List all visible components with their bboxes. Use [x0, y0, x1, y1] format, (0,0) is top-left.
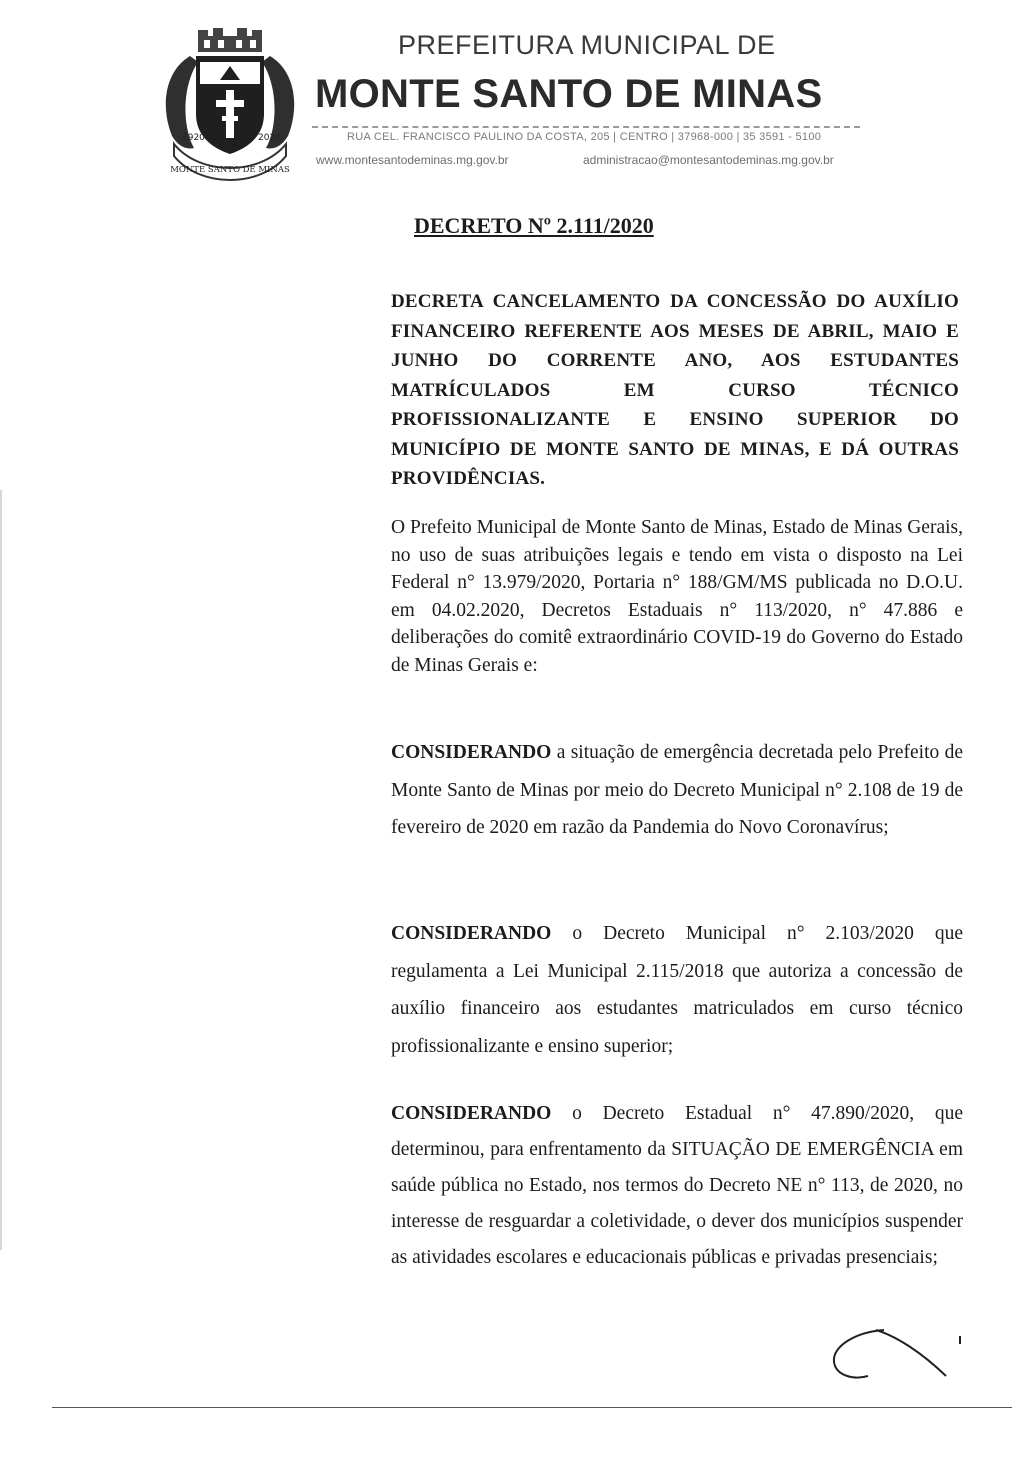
- considerando-paragraph: [391, 915, 963, 1065]
- letterhead-email: administracao@montesantodeminas.mg.gov.br: [583, 153, 834, 167]
- letterhead-address: RUA CEL. FRANCISCO PAULINO DA COSTA, 205 | CENTRO | 37968-000 | 35 3591 - 5100: [347, 131, 822, 143]
- letterhead-divider: [312, 126, 860, 128]
- footer-divider: [52, 1407, 1012, 1408]
- decree-title: DECRETO Nº 2.111/2020: [414, 213, 654, 238]
- crest-year-left: 1920: [182, 133, 205, 143]
- crest-year-right: 2020: [258, 133, 281, 143]
- considerando-label: CONSIDERANDO: [391, 1103, 552, 1124]
- considerando-text: o Decreto Estadual n° 47.890/2020, que determinou, para enfrentamento da SITUAÇÃO DE EMERGÊNCIA em saúde pública no Estado, nos termos do Decreto NE n° 113, de 2020, no interesse de resguardar a coletividade, o dever dos municípios suspender as atividades escolares e educacionais públicas e privadas presenciais;: [391, 1103, 963, 1268]
- considerando-paragraph: [391, 1096, 963, 1276]
- considerando-text: a situação de emergência decretada pelo Prefeito de Monte Santo de Minas por meio do Decreto Municipal n° 2.108 de 19 de fevereiro de 2020 em razão da Pandemia do Novo Coronavírus;: [391, 742, 964, 838]
- letterhead-website: www.montesantodeminas.mg.gov.br: [316, 153, 509, 167]
- letterhead-city-name: MONTE SANTO DE MINAS: [315, 72, 823, 116]
- handwritten-signature: [826, 1322, 966, 1384]
- considerando-label: CONSIDERANDO: [391, 923, 552, 944]
- scan-edge-mark: [0, 490, 2, 1250]
- letterhead-prefeitura: PREFEITURA MUNICIPAL DE: [398, 30, 776, 60]
- considerando-paragraph: [391, 734, 963, 847]
- considerando-text: o Decreto Municipal n° 2.103/2020 que regulamenta a Lei Municipal 2.115/2018 que autoriza a concessão de auxílio financeiro aos estudantes matriculados em curso técnico profissionalizante e ensino superior;: [391, 923, 964, 1057]
- considerando-label: CONSIDERANDO: [391, 742, 552, 763]
- decree-ementa: DECRETA CANCELAMENTO DA CONCESSÃO DO AUXÍLIO FINANCEIRO REFERENTE AOS MESES DE ABRIL, MAIO E JUNHO DO CORRENTE ANO, AOS ESTUDANTES MATRÍCULADOS EM CURSO TÉCNICO PROFISSIONALIZANTE E ENSINO SUPERIOR DO MUNICÍPIO DE MONTE SANTO DE MINAS, E DÁ OUTRAS PROVIDÊNCIAS.: [391, 291, 959, 489]
- decree-intro-paragraph: O Prefeito Municipal de Monte Santo de Minas, Estado de Minas Gerais, no uso de suas atribuições legais e tendo em vista o disposto na Lei Federal n° 13.979/2020, Portaria n° 188/GM/MS publicada no D.O.U. em 04.02.2020, Decretos Estaduais n° 113/2020, n° 47.886 e deliberações do comitê extraordinário COVID-19 do Governo do Estado de Minas Gerais e:: [391, 517, 963, 676]
- crest-ribbon-text: MONTE SANTO DE MINAS: [170, 165, 290, 175]
- coat-of-arms-logo: [160, 26, 300, 186]
